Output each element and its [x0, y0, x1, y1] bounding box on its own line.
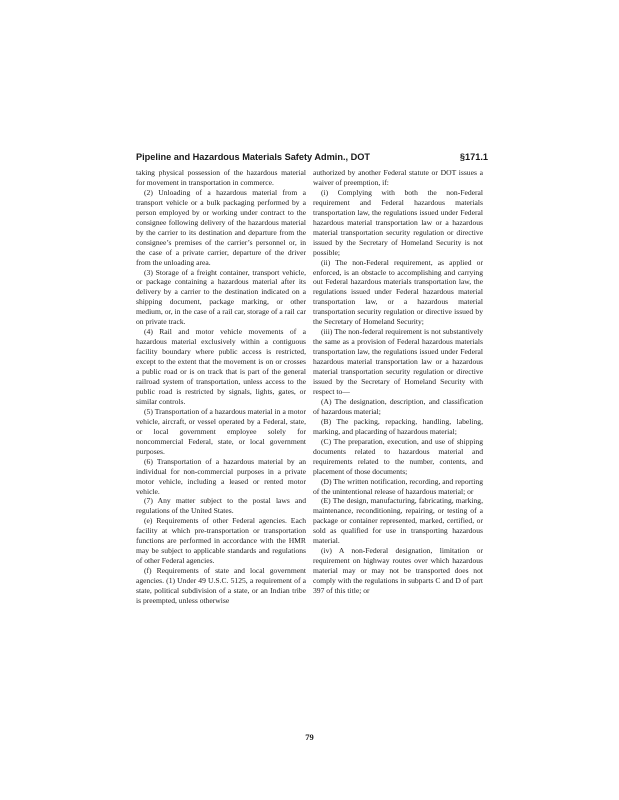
paragraph: (A) The designation, description, and classification of hazardous material;: [313, 396, 483, 416]
paragraph: (i) Complying with both the non-Federal requirement and Federal hazardous materials transportation law, the regulations issued under Federal hazardous material transportation law or a hazardous material transportation security regulation or directive issued by the Secretary of Homeland Security is not possible;: [313, 187, 483, 257]
paragraph: authorized by another Federal statute or DOT issues a waiver of preemption, if:: [313, 168, 483, 187]
right-column: [313, 168, 483, 596]
paragraph: (7) Any matter subject to the postal laws and regulations of the United States.: [136, 496, 306, 516]
paragraph: (2) Unloading of a hazardous material from a transport vehicle or a bulk packaging performed by a person employed by or working under contract to the consignee following delivery of the hazardous material by the carrier to its destination and departure from the consignee’s premises of the carrier’s personnel or, in the case of a private carrier, departure of the driver from the unloading area.: [136, 187, 306, 267]
paragraph: (6) Transportation of a hazardous material by an individual for non-commercial purposes in a private motor vehicle, including a leased or rented motor vehicle.: [136, 456, 306, 496]
left-column: [136, 168, 306, 606]
paragraph: (E) The design, manufacturing, fabricating, marking, maintenance, reconditioning, repairing, or testing of a package or container represented, marked, certified, or sold as qualified for use in transporting hazardous material.: [313, 496, 483, 546]
paragraph: (4) Rail and motor vehicle movements of a hazardous material exclusively within a contiguous facility boundary where public access is restricted, except to the extent that the movement is on or crosses a public road or is on track that is part of the general railroad system of transportation, unless access to the public road is restricted by signals, lights, gates, or similar controls.: [136, 327, 306, 406]
paragraph: taking physical possession of the hazardous material for movement in transportation in commerce.: [136, 168, 306, 187]
paragraph: (B) The packing, repacking, handling, labeling, marking, and placarding of hazardous material;: [313, 416, 483, 436]
paragraph: (5) Transportation of a hazardous material in a motor vehicle, aircraft, or vessel operated by a Federal, state, or local government employee solely for noncommercial Federal, state, or local government purposes.: [136, 406, 306, 456]
paragraph: (f) Requirements of state and local government agencies. (1) Under 49 U.S.C. 5125, a requirement of a state, political subdivision of a state, or an Indian tribe is preempted, unless otherwise: [136, 566, 306, 605]
section-number: §171.1: [459, 152, 488, 162]
page-number: 79: [305, 732, 314, 742]
running-header-title: Pipeline and Hazardous Materials Safety Admin., DOT: [136, 152, 370, 162]
paragraph: (iv) A non-Federal designation, limitation or requirement on highway routes over which hazardous material may or may not be transported does not comply with the regulations in subparts C and D of part 397 of this title; or: [313, 546, 483, 596]
paragraph: (iii) The non-federal requirement is not substantively the same as a provision of Federal hazardous materials transportation law, the regulations issued under Federal hazardous material transportation law or a hazardous material transportation security regulation or directive issued by the Secretary of Homeland Security with respect to—: [313, 327, 483, 396]
paragraph: (ii) The non-Federal requirement, as applied or enforced, is an obstacle to accomplishing and carrying out Federal hazardous materials transportation law, the regulations issued under Federal hazardous material transportation law, or a hazardous material transportation security regulation or directive issued by the Secretary of Homeland Security;: [313, 257, 483, 327]
paragraph: (3) Storage of a freight container, transport vehicle, or package containing a hazardous material after its delivery by a carrier to the destination indicated on a shipping document, package marking, or other medium, or, in the case of a rail car, storage of a rail car on private track.: [136, 267, 306, 327]
running-header: [131, 152, 488, 166]
paragraph: (D) The written notification, recording, and reporting of the unintentional release of hazardous material; or: [313, 476, 483, 496]
paragraph: (C) The preparation, execution, and use of shipping documents related to hazardous material and requirements related to the number, contents, and placement of those documents;: [313, 436, 483, 476]
paragraph: (e) Requirements of other Federal agencies. Each facility at which pre-transportation or transportation functions are performed in accordance with the HMR may be subject to applicable standards and regulations of other Federal agencies.: [136, 516, 306, 566]
